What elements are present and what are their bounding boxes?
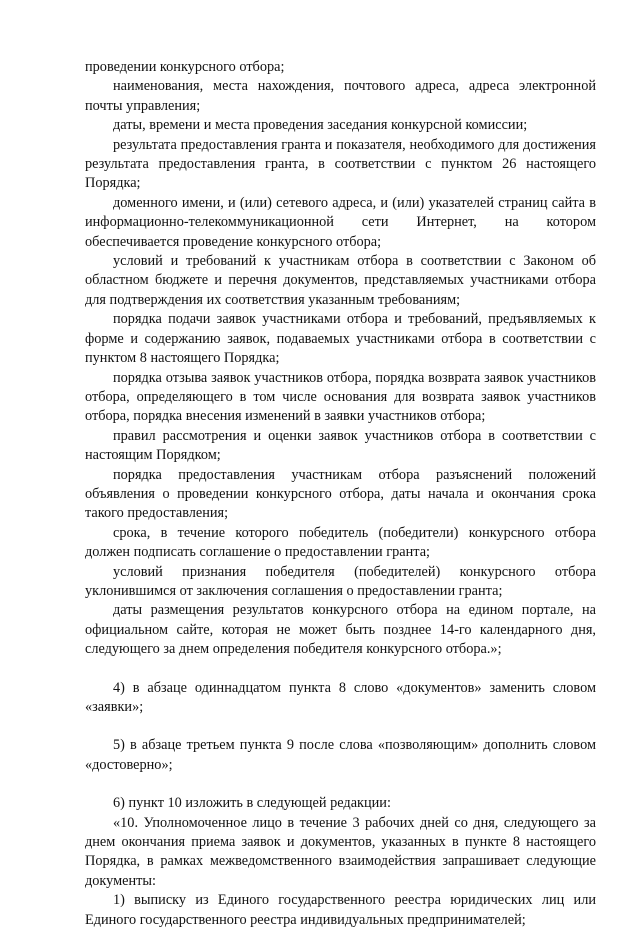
paragraph: доменного имени, и (или) сетевого адреса, и (или) указателей страниц сайта в информационно-телекоммуникационной сети Интернет, на котором обеспечивается проведение конкурсного отбора; <box>85 194 596 250</box>
paragraph: наименования, места нахождения, почтового адреса, адреса электронной почты управления; <box>85 78 596 114</box>
paragraph: условий и требований к участникам отбора в соответствии с Законом об областном бюджете и перечня документов, представляемых участниками отбора для подтверждения их соответствия указанным требованиям; <box>85 253 596 308</box>
paragraph: порядка предоставления участникам отбора разъяснений положений объявления о проведении конкурсного отбора, даты начала и окончания срока такого предоставления; <box>85 466 596 522</box>
paragraph: 1) выписку из Единого государственного реестра юридических лиц или Единого государственного реестра индивидуальных предпринимателей; <box>85 892 596 928</box>
paragraph: условий признания победителя (победителей) конкурсного отбора уклонившимся от заключения соглашения о предоставлении гранта; <box>85 563 596 599</box>
paragraph: срока, в течение которого победитель (победители) конкурсного отбора должен подписать соглашение о предоставлении гранта; <box>85 524 596 561</box>
paragraph: результата предоставления гранта и показателя, необходимого для достижения результата предоставления гранта, в соответствии с пунктом 26 настоящего Порядка; <box>85 136 596 192</box>
paragraph: 5) в абзаце третьем пункта 9 после слова «позволяющим» дополнить словом «достоверно»; <box>85 737 596 773</box>
paragraph: 4) в абзаце одиннадцатом пункта 8 слово «документов» заменить словом «заявки»; <box>85 679 596 715</box>
paragraph: даты, времени и места проведения заседания конкурсной комиссии; <box>113 117 528 134</box>
paragraph: «10. Уполномоченное лицо в течение 3 рабочих дней со дня, следующего за днем окончания приема заявок и документов, указанных в пункте 8 настоящего Порядка, в рамках межведомственного взаимодействия запрашивает следующие документы: <box>85 814 596 889</box>
paragraph: 6) пункт 10 изложить в следующей редакции: <box>113 795 391 812</box>
paragraph: порядка подачи заявок участниками отбора и требований, предъявляемых к форме и содержанию заявок, подаваемых участниками отбора в соответствии с пунктом 8 настоящего Порядка; <box>85 311 596 367</box>
paragraph-spacer <box>85 775 596 794</box>
paragraph-spacer <box>85 717 596 736</box>
paragraph: даты размещения результатов конкурсного отбора на едином портале, на официальном сайте, которая не может быть позднее 14-го календарного дня, следующего за днем определения победителя конкурсного отбора.»; <box>85 602 596 658</box>
paragraph: проведении конкурсного отбора; <box>85 59 285 75</box>
paragraph: правил рассмотрения и оценки заявок участников отбора в соответствии с настоящим Порядком; <box>85 427 596 464</box>
paragraph-spacer <box>85 660 596 679</box>
paragraph: порядка отзыва заявок участников отбора, порядка возврата заявок участников отбора, определяющего в том числе основания для возврата заявок участников отбора, порядка внесения изменений в заявки участников отбора; <box>85 369 596 425</box>
